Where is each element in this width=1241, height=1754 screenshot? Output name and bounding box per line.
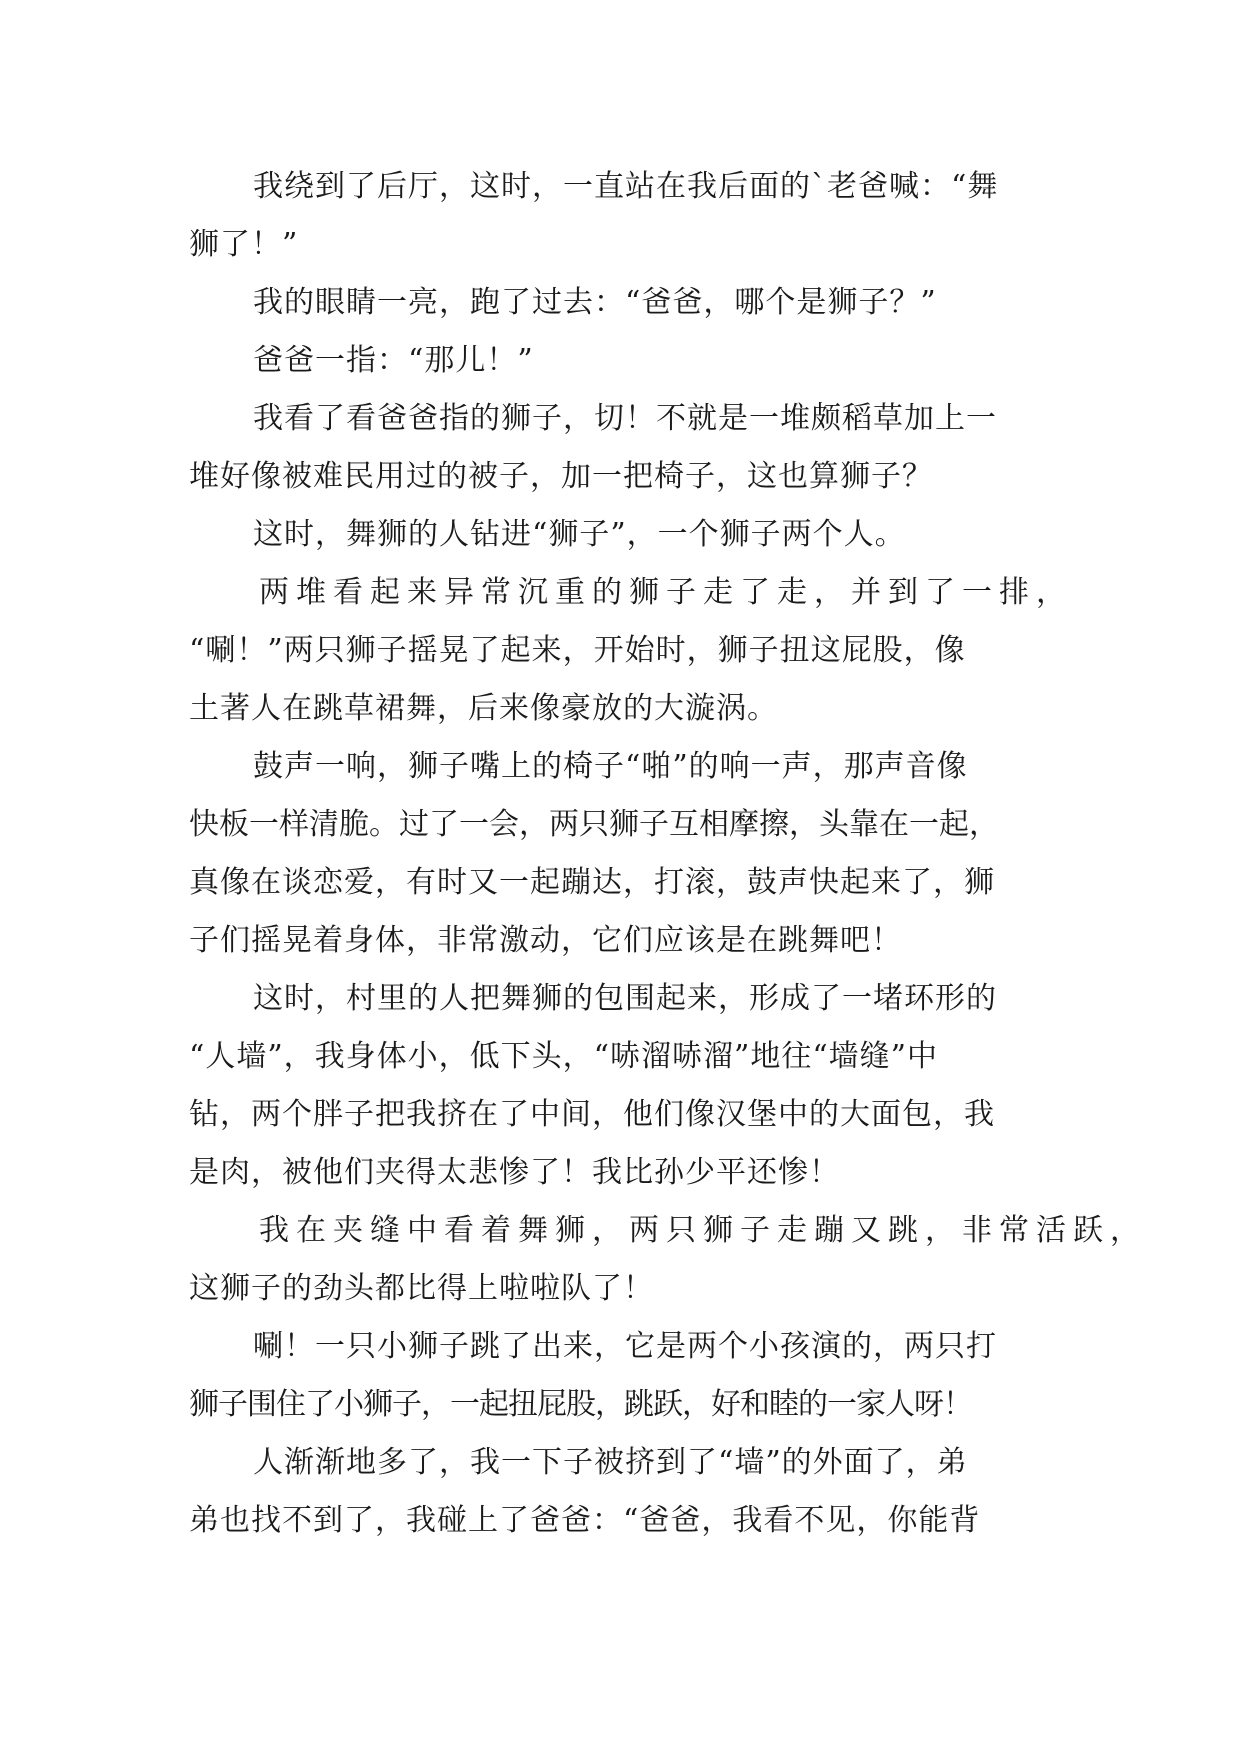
text-line: 人渐渐地多了，我一下子被挤到了“墙”的外面了，弟 (253, 1445, 968, 1480)
text-line: 这时，村里的人把舞狮的包围起来，形成了一堵环形的 (253, 981, 997, 1016)
text-line: 狮子围住了小狮子，一起扭屁股，跳跃，好和睦的一家人呀！ (189, 1387, 972, 1422)
paragraph-10 (189, 1318, 1051, 1434)
text-line: 狮了！” (189, 227, 299, 262)
text-line: 我看了看爸爸指的狮子，切！不就是一堆颇稻草加上一 (253, 401, 997, 436)
text-line: 钻，两个胖子把我挤在了中间，他们像汉堡中的大面包，我 (189, 1097, 995, 1132)
paragraph-11 (189, 1434, 1051, 1550)
text-line: 快板一样清脆。过了一会，两只狮子互相摩擦，头靠在一起， (189, 807, 999, 842)
text-line: 我绕到了后厅，这时，一直站在我后面的`老爸喊：“舞 (253, 169, 999, 204)
paragraph-7 (189, 738, 1051, 970)
paragraph-2 (189, 274, 1051, 332)
paragraph-4 (189, 390, 1051, 506)
text-line: 鼓声一响，狮子嘴上的椅子“啪”的响一声，那声音像 (253, 749, 968, 784)
text-line: 两堆看起来异常沉重的狮子走了走，并到了一排， (259, 575, 1073, 610)
paragraph-3 (189, 332, 1051, 390)
text-line: 我的眼睛一亮，跑了过去：“爸爸，哪个是狮子？” (253, 285, 937, 320)
paragraph-6 (189, 564, 1073, 738)
text-line: 这狮子的劲头都比得上啦啦队了！ (189, 1271, 654, 1306)
text-line: “唰！”两只狮子摇晃了起来，开始时，狮子扭这屁股，像 (189, 633, 966, 668)
text-line: 唰！一只小狮子跳了出来，它是两个小孩演的，两只打 (253, 1329, 997, 1364)
paragraph-9 (189, 1202, 1147, 1318)
text-line: 子们摇晃着身体，非常激动，它们应该是在跳舞吧！ (189, 923, 902, 958)
text-line: “人墙”，我身体小，低下头，“哧溜哧溜”地往“墙缝”中 (189, 1039, 939, 1074)
paragraph-1 (189, 158, 1051, 274)
text-line: 我在夹缝中看着舞狮，两只狮子走蹦又跳，非常活跃， (259, 1213, 1147, 1248)
text-line: 这时，舞狮的人钻进“狮子”，一个狮子两个人。 (253, 517, 906, 552)
text-line: 爸爸一指：“那儿！” (253, 343, 534, 378)
text-line: 弟也找不到了，我碰上了爸爸：“爸爸，我看不见，你能背 (189, 1503, 981, 1538)
text-line: 堆好像被难民用过的被子，加一把椅子，这也算狮子？ (189, 459, 933, 494)
text-line: 是肉，被他们夹得太悲惨了！我比孙少平还惨！ (189, 1155, 840, 1190)
document-body (189, 158, 1147, 1550)
text-line: 土著人在跳草裙舞，后来像豪放的大漩涡。 (189, 691, 778, 726)
paragraph-8 (189, 970, 1051, 1202)
paragraph-5 (189, 506, 1051, 564)
text-line: 真像在谈恋爱，有时又一起蹦达，打滚，鼓声快起来了，狮 (189, 865, 995, 900)
